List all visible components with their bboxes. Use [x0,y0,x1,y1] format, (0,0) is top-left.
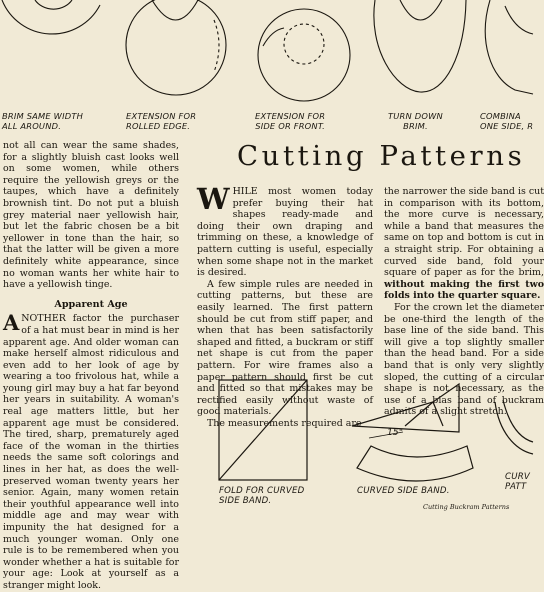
caption-line: PATT [505,482,527,492]
brim-same-width-diagram [2,0,100,34]
measurement-label: 15" [387,428,404,438]
pattern-diagrams-row [197,372,533,510]
rolled-edge-diagram [126,0,226,95]
intro-paragraph: not all can wear the same shades, for a slightly bluish cast looks well on some women, while others require the yellowish greys or the taupes, which have a definitely brownish tint. Do not put a bluish grey material naer yellowish hair, but let the fabric chosen be a bit yellower in tone than the hair, so that the latter will be given a more definitely white appearance, since no woman wants her white hair to have a yellowish tinge. [3,140,179,291]
caption-line: CURV [505,472,530,482]
apparent-age-heading: Apparent Age [54,298,128,310]
caption-line: COMBINA [480,111,521,121]
right-text-column [384,186,544,418]
right-bold-text: without making the first two folds into the quarter square. [384,278,544,302]
middle-paragraph-2: A few simple rules are needed in cutting patterns, but these are easily learned. The first pattern should be cut from stiff paper, and when that has been satisfactorily shaped and fitted, a buckram or stiff net shape is cut from the paper pattern. For wire frames also a paper pattern should first be cut and fitted so that mistakes may be rectified easily without waste of good materials. [197,278,373,418]
side-extension-diagram [258,9,350,101]
caption-line: BRIM SAME WIDTH [2,111,84,121]
fold-square-diagram [219,380,307,480]
caption-turn-down [388,111,443,131]
caption-line: ONE SIDE, R [480,121,534,131]
caption-fold-curved-band [219,486,304,506]
curved-pattern-partial-diagram [495,400,533,454]
caption-line: EXTENSION FOR [126,111,197,121]
brim-diagrams-row [0,0,533,140]
right-paragraph-1 [384,186,544,302]
left-text-column [3,140,179,591]
apparent-age-body: NOTHER factor the purchaser of a hat must bear in mind is her apparent age. And older woman can make herself almost ridiculous and even add to her look of age by wearing a too frivolous hat, while a young girl may buy a hat far beyond her years in suitability. A woman's real age matters little, but her apparent age must be considered. The tired, sharp, prematurely aged face of the woman in the thirties needs the same soft colorings and lines in her hat, as does the well-preserved woman twenty years her senior. Again, many women retain their youthful appearance well into middle age and may wear with impunity the hat designed for a much younger woman. Only one rule is to be remembered when you wonder whether a hat is suitable for your age: Look at yourself as a stranger might look. [3,313,179,591]
apparent-age-paragraph [3,310,179,591]
right-text-a: the narrower the side band is cut in comparison with its bottom, the more curve is necessary, while a band that measures the same on top and bottom is cut in a straight strip. For obtaining a curved side band, fold your square of paper as for the brim, [384,186,544,279]
caption-line: FOLD FOR CURVED [219,486,305,496]
curved-side-band-diagram [352,384,473,481]
caption-line: EXTENSION FOR [255,111,326,121]
caption-line: SIDE OR FRONT. [255,121,325,131]
figure-credit: Cutting Buckram Patterns [423,503,510,511]
caption-line: TURN DOWN [388,111,443,121]
middle-paragraph-1 [197,182,373,279]
middle-body-1: HILE most women today prefer buying their hat shapes ready-made and doing their own draping and trimming on these, a knowledge of pattern cutting is useful, especially when some shape not in the market is desired. [197,186,373,279]
caption-side-extension [255,111,325,131]
middle-paragraph-3: The measurements required are [207,417,362,429]
turn-down-brim-diagram [374,0,466,92]
caption-combination [480,111,533,131]
caption-line: BRIM. [403,121,428,131]
article-title: Cutting Patterns [237,140,526,172]
drop-cap-a: A [3,310,20,336]
caption-curved-side-band: CURVED SIDE BAND. [357,486,450,496]
right-paragraph-2: For the crown let the diameter be one-third the length of the base line of the side band. This will give a top slightly smaller than the head band. For a side band that is only very slightly sloped, the cutting of a circular shape is not necessary, as the use of a bias band of buckram admits of a slight stretch. [384,301,544,418]
caption-brim-same-width [2,111,83,131]
drop-cap-w: W [197,182,230,216]
caption-line: ROLLED EDGE. [126,121,191,131]
caption-rolled-edge [126,111,196,131]
combination-diagram [485,0,533,94]
caption-curved-pattern [505,472,530,492]
caption-line: SIDE BAND. [219,496,272,506]
middle-text-column [197,182,373,429]
caption-line: ALL AROUND. [2,121,62,131]
